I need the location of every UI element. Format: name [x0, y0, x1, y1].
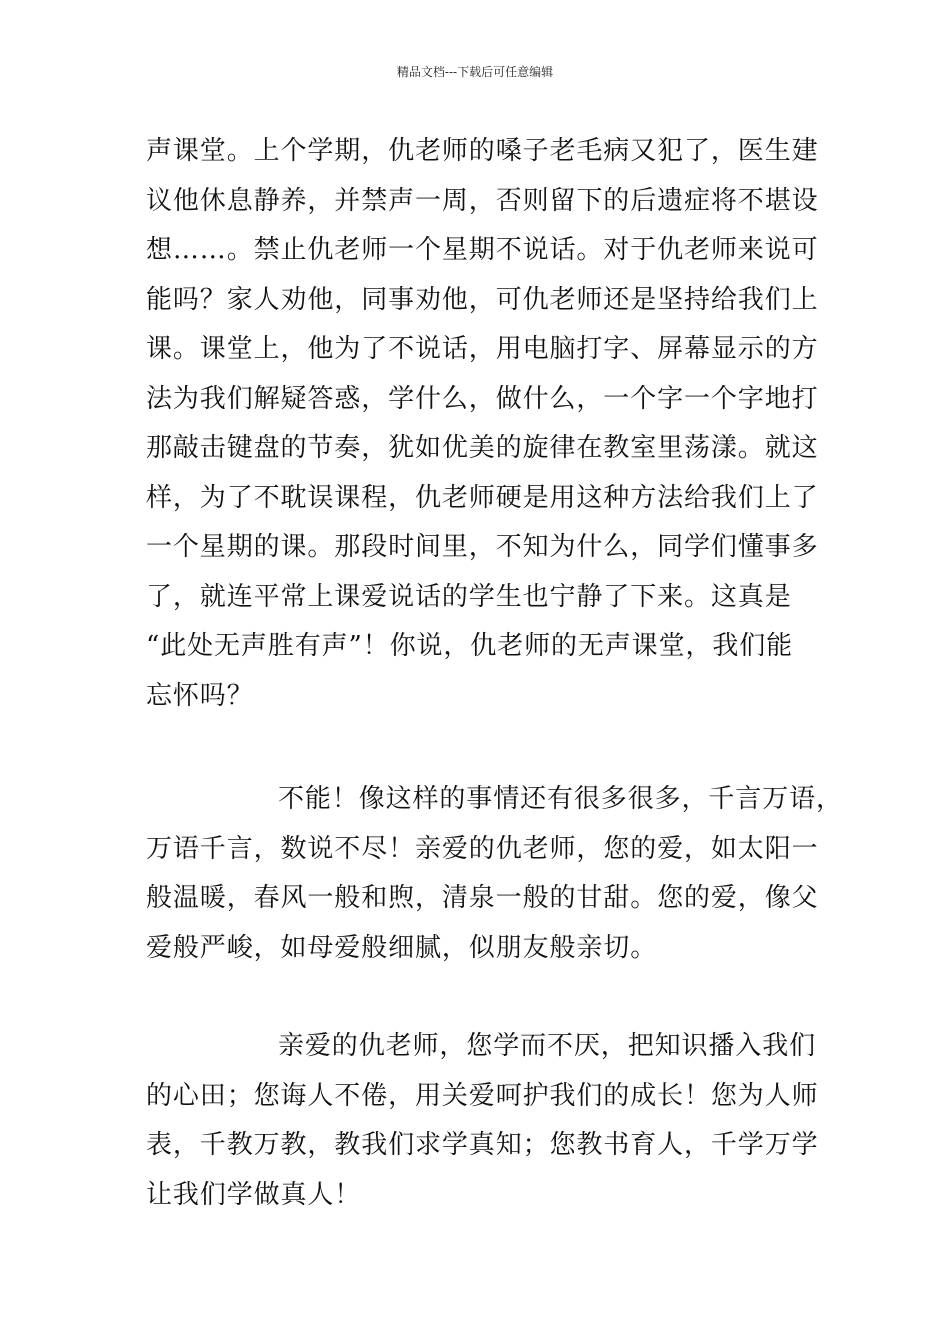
paragraph-line: 声课堂。上个学期，仇老师的嗓子老毛病又犯了，医生建: [146, 136, 819, 166]
paragraph-line: 不能！像这样的事情还有很多很多，千言万语，: [278, 784, 843, 814]
paragraph-2: [146, 775, 843, 973]
paragraph-line: 亲爱的仇老师，您学而不厌，把知识播入我们: [278, 1031, 817, 1061]
paragraph-line: 想……。禁止仇老师一个星期不说话。对于仇老师来说可: [146, 235, 819, 265]
paragraph-line: 了，就连平常上课爱说话的学生也宁静了下来。这真是: [146, 581, 792, 612]
paragraph-line: 表，千教万教，教我们求学真知；您教书育人，千学万学: [146, 1130, 819, 1160]
paragraph-line: 法为我们解疑答惑，学什么，做什么，一个字一个字地打: [146, 383, 819, 414]
paragraph-line: 般温暖，春风一般和煦，清泉一般的甘甜。您的爱，像父: [146, 883, 819, 913]
paragraph-line: 爱般严峻，如母爱般细腻，似朋友般亲切。: [146, 932, 658, 963]
paragraph-line: 能吗？家人劝他，同事劝他，可仇老师还是坚持给我们上: [146, 284, 819, 315]
paragraph-line: 让我们学做真人！: [146, 1179, 362, 1210]
paragraph-line: 样，为了不耽误课程，仇老师硬是用这种方法给我们上了: [146, 482, 819, 513]
page-header: 精品文档---下载后可任意编辑: [396, 65, 554, 79]
paragraph-line: 那敲击键盘的节奏，犹如优美的旋律在教室里荡漾。就这: [146, 433, 819, 463]
paragraph-line: “此处无声胜有声”！你说，仇老师的无声课堂，我们能: [146, 631, 794, 661]
paragraph-1: [146, 127, 836, 721]
paragraph-line: 的心田；您诲人不倦，用关爱呵护我们的成长！您为人师: [146, 1080, 819, 1111]
paragraph-line: 一个星期的课。那段时间里，不知为什么，同学们懂事多: [146, 532, 819, 562]
paragraph-line: 万语千言，数说不尽！亲爱的仇老师，您的爱，如太阳一: [146, 833, 819, 864]
paragraph-line: 课。课堂上，他为了不说话，用电脑打字、屏幕显示的方: [146, 334, 819, 364]
paragraph-3: [146, 1022, 836, 1220]
paragraph-line: 议他休息静养，并禁声一周，否则留下的后遗症将不堪设: [146, 185, 819, 216]
paragraph-line: 忘怀吗？: [146, 680, 254, 711]
